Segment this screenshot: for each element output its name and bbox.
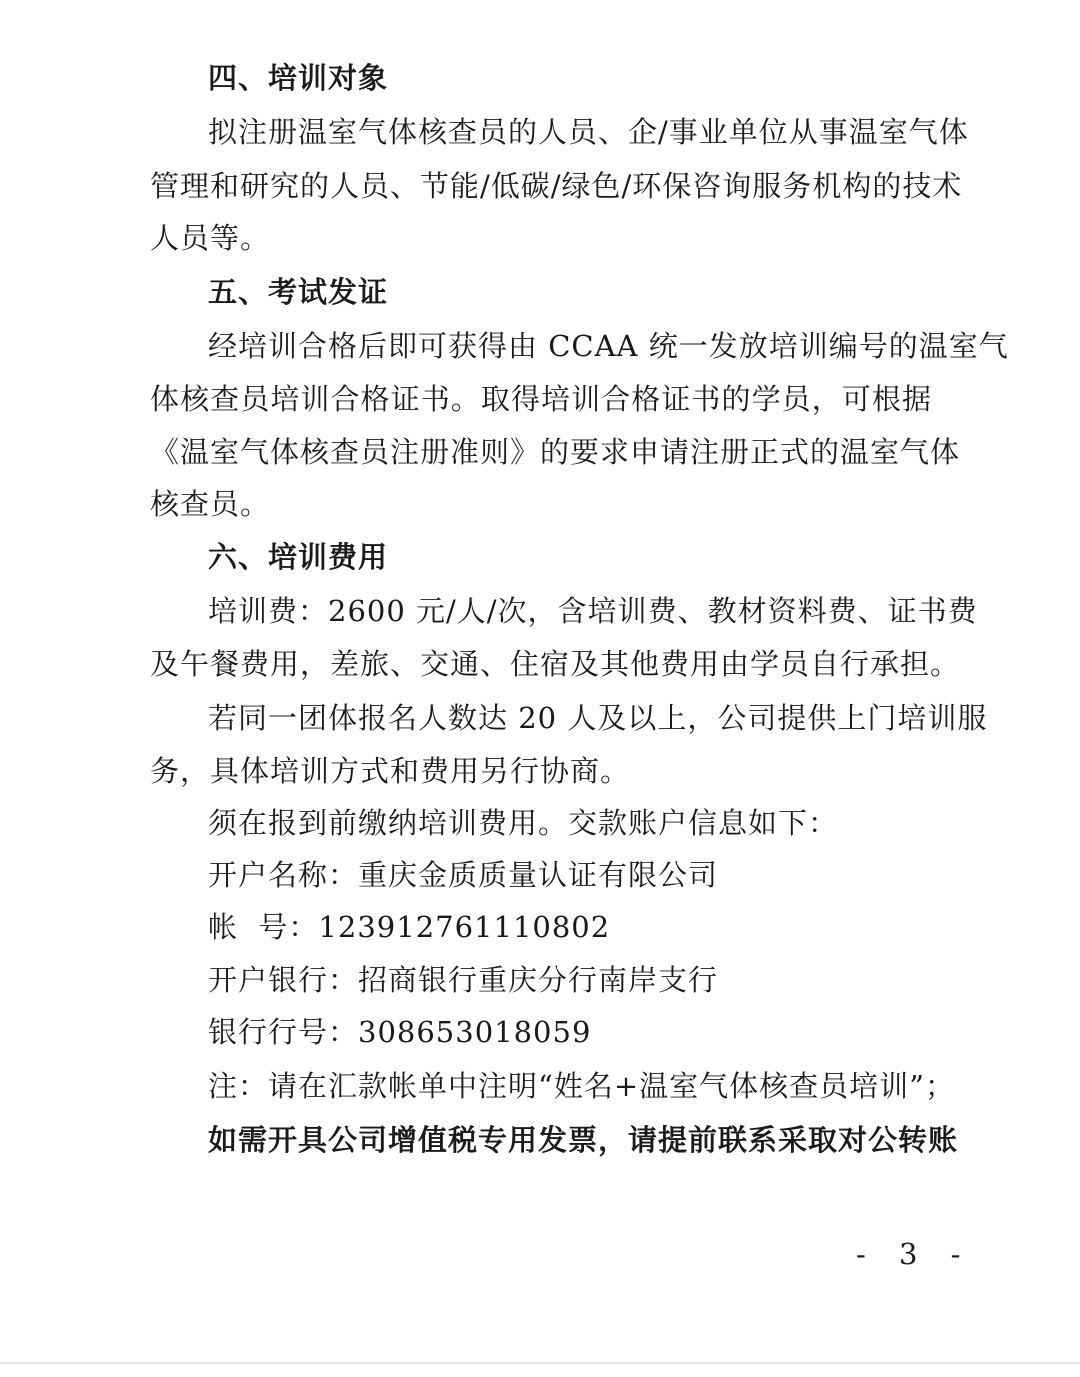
paragraph-line: 拟注册温室气体核查员的人员、企/事业单位从事温室气体 [208,115,969,149]
paragraph-line: 经培训合格后即可获得由 CCAA 统一发放培训编号的温室气 [208,329,1009,363]
account-number: 帐 号：123912761110802 [208,910,611,944]
paragraph-line: 若同一团体报名人数达 20 人及以上，公司提供上门培训服 [208,701,988,735]
paragraph-line: 培训费：2600 元/人/次，含培训费、教材资料费、证书费 [208,594,978,628]
section-heading-training-target: 四、培训对象 [208,61,389,95]
paragraph-line: 管理和研究的人员、节能/低碳/绿色/环保咨询服务机构的技术 [150,169,963,203]
paragraph-line: 人员等。 [150,221,271,255]
section-heading-training-fee: 六、培训费用 [208,540,389,574]
invoice-note: 如需开具公司增值税专用发票，请提前联系采取对公转账 [208,1123,959,1157]
payment-intro: 须在报到前缴纳培训费用。交款账户信息如下： [208,806,839,840]
paragraph-line: 务，具体培训方式和费用另行协商。 [150,754,631,788]
paragraph-line: 核查员。 [150,487,271,521]
page-number: - 3 - [856,1237,973,1271]
bank-name: 开户银行：招商银行重庆分行南岸支行 [208,963,719,997]
remittance-note: 注：请在汇款帐单中注明“姓名+温室气体核查员培训”； [208,1069,955,1103]
account-name: 开户名称：重庆金质质量认证有限公司 [208,858,719,892]
page-bottom-edge [0,1362,1080,1364]
paragraph-line: 体核查员培训合格证书。取得培训合格证书的学员，可根据 [150,382,932,416]
paragraph-line: 及午餐费用，差旅、交通、住宿及其他费用由学员自行承担。 [150,647,961,681]
paragraph-line: 《温室气体核查员注册准则》的要求申请注册正式的温室气体 [150,435,961,469]
bank-code: 银行行号：308653018059 [208,1015,592,1049]
section-heading-exam-certificate: 五、考试发证 [208,275,389,309]
